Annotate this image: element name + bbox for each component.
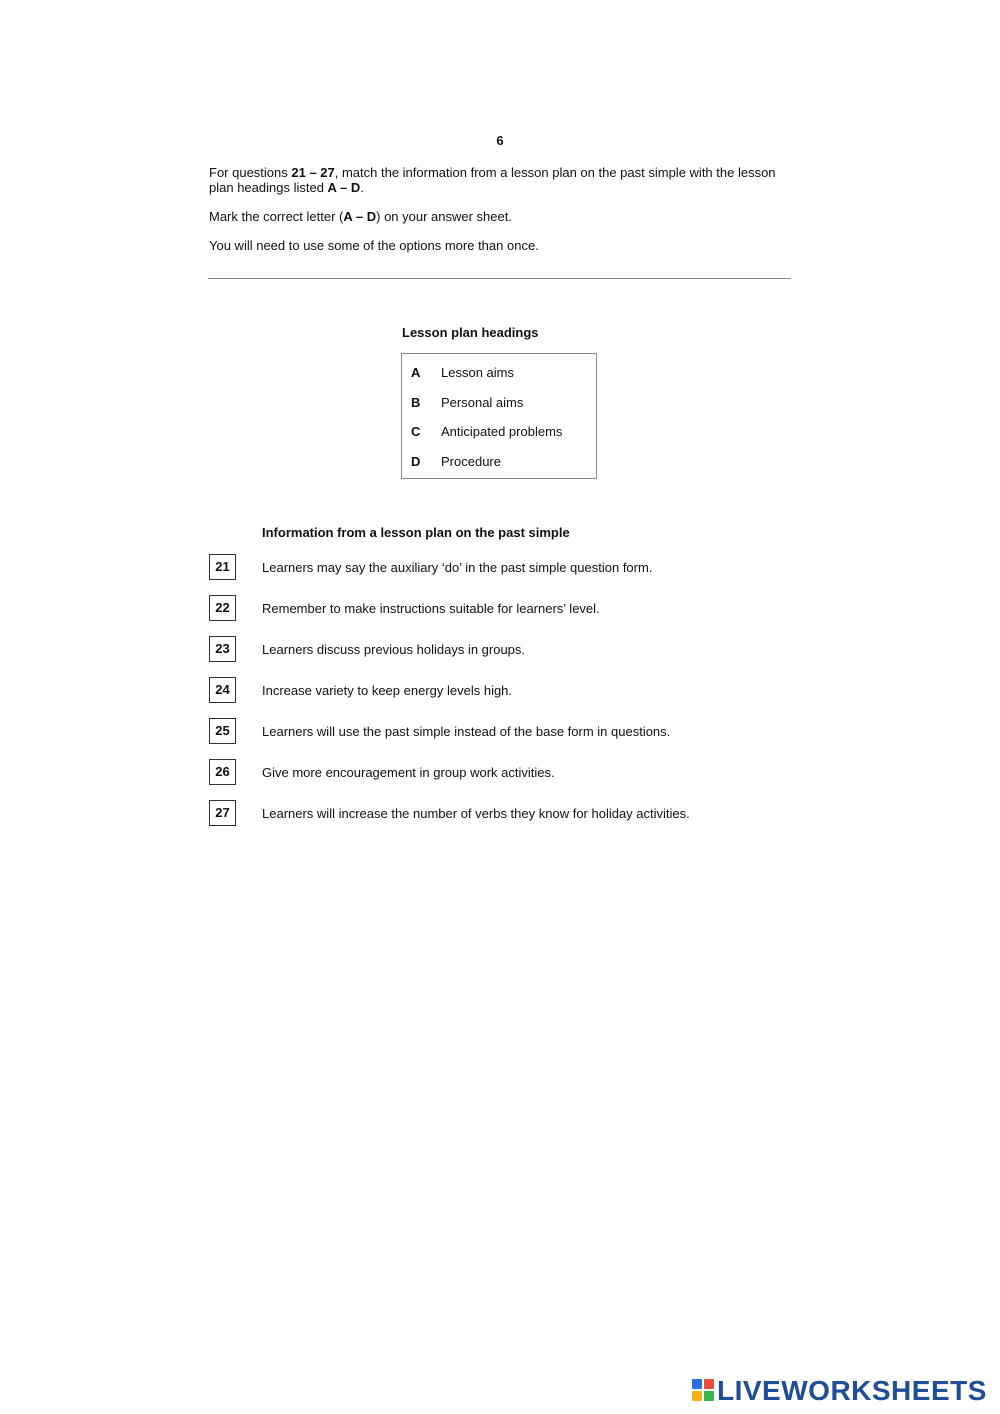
heading-option-d [402, 454, 596, 470]
answer-box-25[interactable]: 25 [209, 718, 236, 744]
page-number: 6 [496, 133, 504, 148]
instructions [209, 165, 789, 267]
question-row-25 [209, 718, 769, 744]
answer-box-22[interactable]: 22 [209, 595, 236, 621]
liveworksheets-logo-icon [692, 1379, 714, 1401]
question-row-27 [209, 800, 769, 826]
question-text: Increase variety to keep energy levels high. [262, 683, 513, 698]
heading-label: Procedure [441, 454, 501, 469]
question-row-24 [209, 677, 769, 703]
logo-square-4 [704, 1391, 714, 1401]
question-row-26 [209, 759, 769, 785]
question-text: Remember to make instructions suitable for learners’ level. [262, 601, 600, 616]
heading-label: Lesson aims [441, 365, 514, 380]
question-row-22 [209, 595, 769, 621]
instruction-paragraph-3: You will need to use some of the options more than once. [209, 238, 539, 253]
question-text: Learners may say the auxiliary ‘do’ in the past simple question form. [262, 560, 653, 575]
question-text: Learners will use the past simple instead of the base form in questions. [262, 724, 671, 739]
answer-box-24[interactable]: 24 [209, 677, 236, 703]
headings-title: Lesson plan headings [402, 325, 539, 340]
question-text: Give more encouragement in group work activities. [262, 765, 555, 780]
heading-letter: B [411, 395, 421, 410]
question-text: Learners will increase the number of verbs they know for holiday activities. [262, 806, 690, 821]
info-title: Information from a lesson plan on the past simple [262, 525, 570, 540]
heading-label: Anticipated problems [441, 424, 563, 439]
answer-box-23[interactable]: 23 [209, 636, 236, 662]
logo-square-1 [692, 1379, 702, 1389]
logo-text: LIVEWORKSHEETS [717, 1375, 987, 1406]
heading-option-c [402, 424, 596, 440]
logo-square-3 [692, 1391, 702, 1401]
heading-label: Personal aims [441, 395, 524, 410]
instruction-paragraph-2: Mark the correct letter (A – D) on your answer sheet. [209, 209, 512, 224]
heading-letter: D [411, 454, 421, 469]
liveworksheets-logo[interactable] [692, 1376, 992, 1404]
instruction-paragraph-1: For questions 21 – 27, match the information from a lesson plan on the past simple with the lesson plan headings listed A – D. [209, 165, 776, 195]
answer-box-26[interactable]: 26 [209, 759, 236, 785]
question-row-23 [209, 636, 769, 662]
heading-option-b [402, 395, 596, 411]
headings-box [401, 353, 597, 479]
answer-box-21[interactable]: 21 [209, 554, 236, 580]
answer-box-27[interactable]: 27 [209, 800, 236, 826]
section-divider [208, 278, 791, 279]
question-text: Learners discuss previous holidays in groups. [262, 642, 526, 657]
logo-square-2 [704, 1379, 714, 1389]
heading-option-a [402, 365, 596, 381]
heading-letter: A [411, 365, 421, 380]
heading-letter: C [411, 424, 421, 439]
question-row-21 [209, 554, 769, 580]
